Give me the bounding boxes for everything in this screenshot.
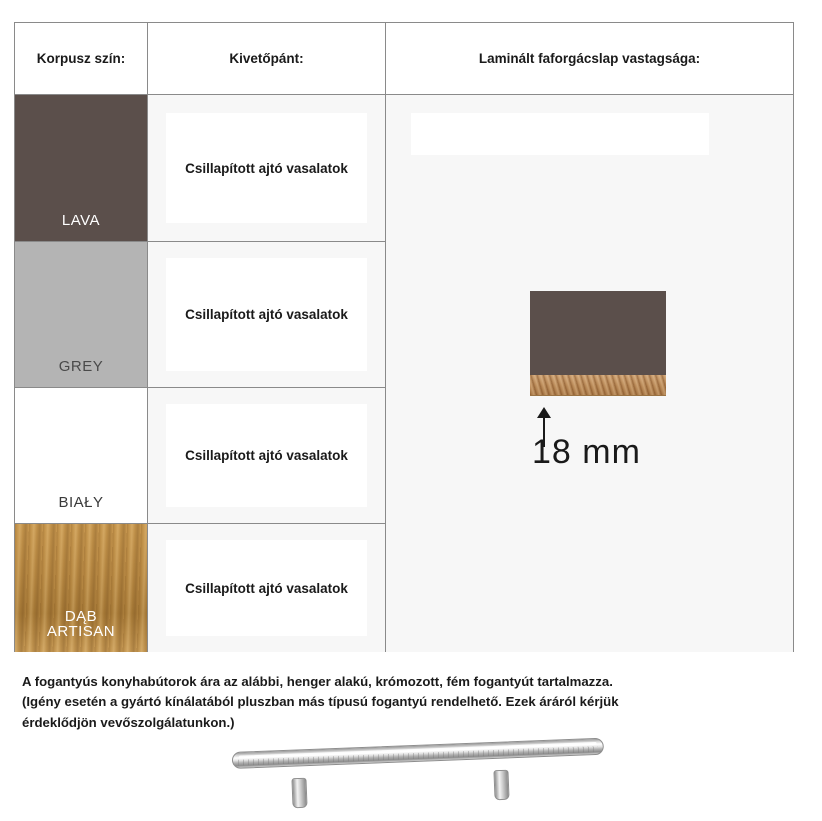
color-swatch-label-line1: DĄB xyxy=(64,607,98,625)
handle-note-line-3: érdeklődjön vevőszolgálatunkon.) xyxy=(22,714,235,730)
hinge-label: Csillapított ajtó vasalatok xyxy=(179,159,354,178)
color-swatch-lava xyxy=(15,95,148,241)
color-swatch-grey xyxy=(15,242,148,387)
color-hinge-stack xyxy=(15,95,386,652)
header-cell-board: Laminált faforgácslap vastagsága: xyxy=(386,23,793,95)
handle-post-right xyxy=(493,770,509,801)
header-cell-color: Korpusz szín: xyxy=(15,23,148,95)
board-face xyxy=(530,291,666,375)
board-thickness-label: 18 mm xyxy=(532,433,641,471)
board-thickness-cell xyxy=(386,95,793,652)
table-body xyxy=(15,95,793,652)
table-row xyxy=(15,95,385,241)
hinge-label: Csillapított ajtó vasalatok xyxy=(179,305,354,324)
color-swatch-label xyxy=(47,609,115,653)
handle-post-left xyxy=(291,778,307,809)
board-illustration xyxy=(530,291,666,395)
specification-table xyxy=(14,22,794,652)
color-swatch-dab-artisan xyxy=(15,524,148,652)
chrome-handle-image xyxy=(232,742,604,814)
table-row xyxy=(15,241,385,387)
handle-bar xyxy=(232,738,604,769)
table-header-row xyxy=(15,23,793,95)
board-image-placeholder xyxy=(411,113,709,155)
header-cell-hinge: Kivetőpánt: xyxy=(148,23,386,95)
color-swatch-label: LAVA xyxy=(61,212,101,230)
color-swatch-label-line2: ARTISAN xyxy=(46,623,116,641)
board-chipboard-edge xyxy=(530,375,666,396)
hinge-label: Csillapított ajtó vasalatok xyxy=(179,446,354,465)
hinge-cell-dab-artisan xyxy=(148,524,385,652)
handle-note-line-2: (Igény esetén a gyártó kínálatából pluszban más típusú fogantyú rendelhető. Ezek áráról kérjük xyxy=(22,694,619,710)
hinge-label: Csillapított ajtó vasalatok xyxy=(179,579,354,598)
hinge-cell-bialy xyxy=(148,388,385,523)
table-row xyxy=(15,387,385,523)
table-row xyxy=(15,523,385,652)
handle-note-line-1: A fogantyús konyhabútorok ára az alábbi, henger alakú, krómozott, fém fogantyút tartalmazza. xyxy=(22,674,613,689)
handle-note xyxy=(22,672,802,733)
hinge-cell-lava xyxy=(148,95,385,241)
color-swatch-label: BIAŁY xyxy=(58,494,104,512)
hinge-cell-grey xyxy=(148,242,385,387)
color-swatch-label: GREY xyxy=(58,358,104,376)
handle-bar-ribs xyxy=(238,746,598,766)
color-swatch-bialy xyxy=(15,388,148,523)
